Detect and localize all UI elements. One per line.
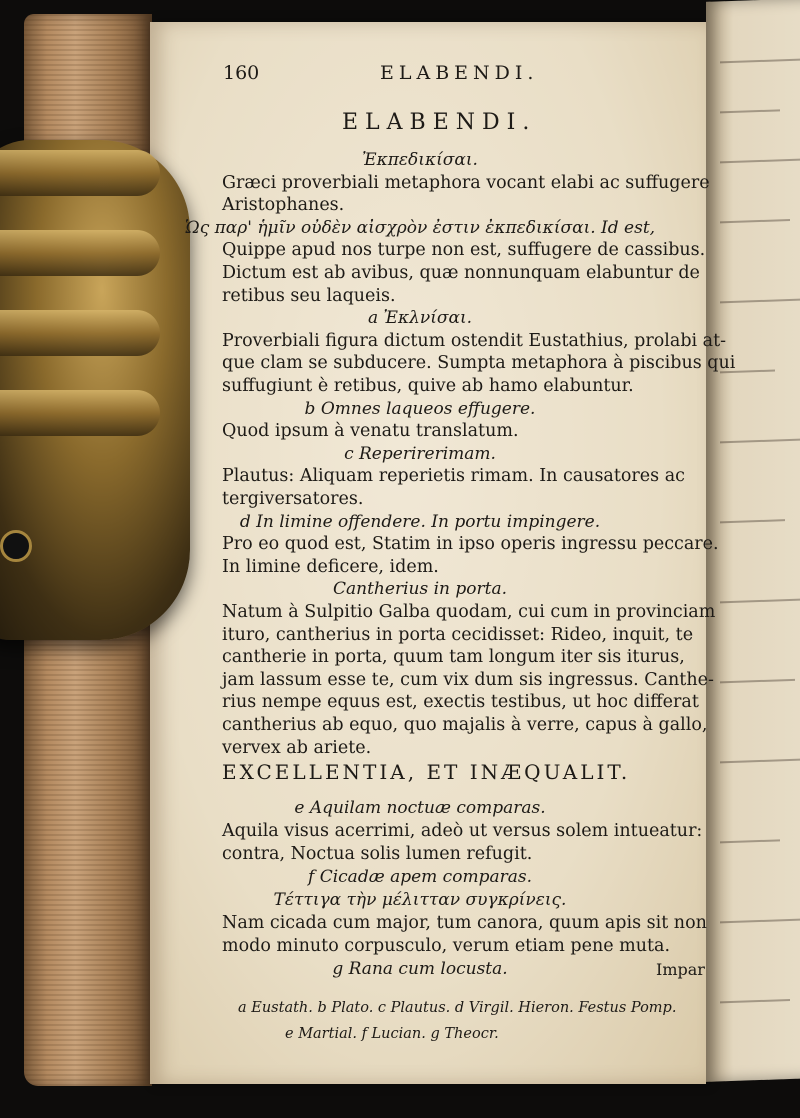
footnote-line: a Eustath. b Plato. c Plautus. d Virgil. Hieron. Festus Pomp. (238, 1000, 677, 1016)
body-line: cantherie in porta, quum tam longum iter sis iturus, (222, 647, 685, 668)
body-line: rius nempe equus est, exectis testibus, ut hoc differat (222, 692, 699, 713)
body-line: jam lassum esse te, cum vix dum sis ingressus. Canthe- (222, 669, 714, 690)
body-line: Plautus: Aliquam reperietis rimam. In causatores ac (222, 466, 685, 487)
body-line: que clam se subducere. Sumpta metaphora à piscibus qui (222, 353, 736, 374)
body-line: modo minuto corpusculo, verum etiam pene muta. (222, 936, 671, 956)
body-line: Quippe apud nos turpe non est, suffugere de cassibus. (222, 240, 706, 261)
footnote-line: e Martial. f Lucian. g Theocr. (285, 1026, 499, 1042)
body-line: cantherius ab equo, quo majalis à verre, capus à gallo, (222, 715, 708, 735)
body-line: tergiversatores. (222, 489, 364, 509)
body-line: In limine deficere, idem. (222, 556, 439, 577)
page-number: 160 (223, 62, 260, 84)
entry-heading: f Cicadæ apem comparas. (308, 867, 532, 887)
body-line: ituro, cantherius in porta cecidisset: Rideo, inquit, te (222, 624, 694, 645)
clip-hole (0, 530, 32, 562)
entry-heading: g Rana cum locusta. (332, 959, 508, 979)
body-line: vervex ab ariete. (222, 737, 372, 758)
body-line: suffugiunt è retibus, quive ab hamo elabuntur. (222, 376, 634, 396)
body-line: Nam cicada cum major, tum canora, quum apis sit non (222, 913, 707, 933)
body-line: retibus seu laqueis. (222, 285, 396, 306)
page-title: ELABENDI. (342, 110, 537, 135)
body-line: contra, Noctua solis lumen refugit. (222, 844, 533, 864)
body-line: Pro eo quod est, Statim in ipso operis ingressu peccare. (222, 534, 719, 555)
catchword: Impar (656, 960, 705, 979)
entry-heading: b Omnes laqueos effugere. (304, 398, 536, 419)
body-line: Dictum est ab avibus, quæ nonnunquam elabuntur de (222, 263, 700, 283)
body-line: Aquila visus acerrimi, adeò ut versus solem intueatur: (222, 821, 703, 841)
entry-heading: d In limine offendere. In portu impingere. (239, 511, 601, 532)
entry-heading: Ἐκπεδικίσαι. (362, 150, 478, 170)
right-page-edge (706, 0, 800, 1082)
entry-heading: Τέττιγα τὴν μέλιτταν συγκρίνεις. (273, 890, 567, 910)
entry-heading: c Reperirerimam. (344, 443, 496, 464)
entry-heading: Ὡς παρ' ἡμῖν οὐδὲν αἰσχρὸν ἐστιν ἐκπεδικίσαι. Id est, (184, 217, 656, 238)
body-line: Quod ipsum à venatu translatum. (222, 421, 519, 442)
entry-heading: a Ἐκλνίσαι. (367, 308, 473, 329)
entry-heading: e Aquilam noctuæ comparas. (294, 798, 546, 818)
entry-heading: Cantherius in porta. (333, 579, 507, 600)
body-line: Proverbiali figura dictum ostendit Eustathius, prolabi at- (222, 330, 727, 351)
section-title: EXCELLENTIA, ET INÆQUALIT. (222, 760, 631, 784)
brass-book-clip (0, 140, 190, 640)
body-line: Græci proverbiali metaphora vocant elabi ac suffugere (222, 172, 710, 193)
body-line: Aristophanes. (222, 195, 345, 216)
running-head: ELABENDI. (380, 62, 539, 84)
body-line: Natum à Sulpitio Galba quodam, cui cum in provinciam (222, 602, 716, 622)
